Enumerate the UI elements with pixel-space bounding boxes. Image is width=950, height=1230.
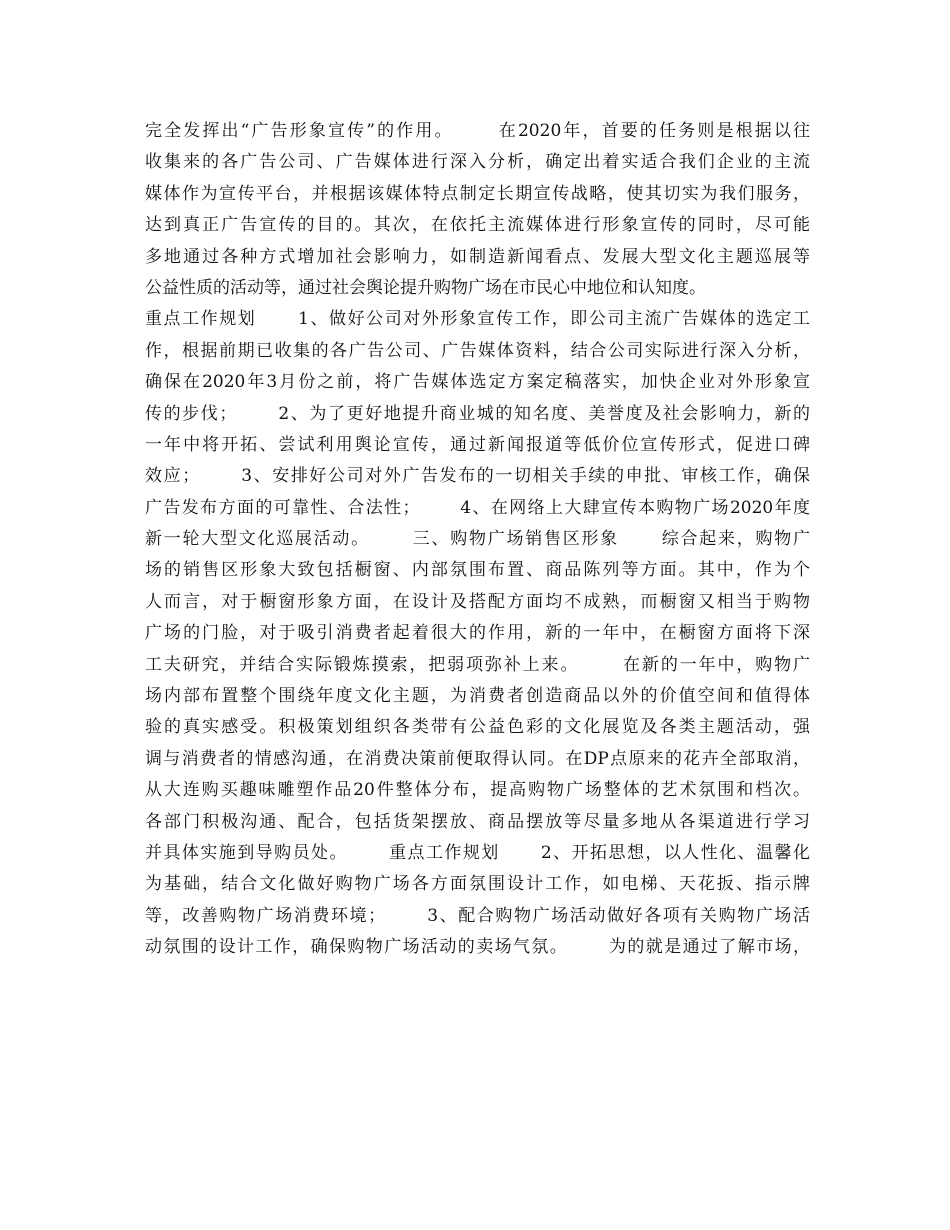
text-line: 人而言，对于橱窗形象方面，在设计及搭配方面均不成熟，而橱窗又相当于购物	[145, 591, 810, 612]
text-line: 多地通过各种方式增加社会影响力，如制造新闻看点、发展大型文化主题巡展等	[145, 246, 810, 267]
text-line: 作，根据前期已收集的各广告公司、广告媒体资料，结合公司实际进行深入分析，	[145, 340, 810, 361]
text-line: 传的步伐； 2、为了更好地提升商业城的知名度、美誉度及社会影响力，新的	[145, 403, 810, 424]
text-line: 场的销售区形象大致包括橱窗、内部氛围布置、商品陈列等方面。其中，作为个	[145, 560, 810, 581]
text-line: 从大连购买趣味雕塑作品20件整体分布，提高购物广场整体的艺术氛围和档次。	[145, 780, 810, 801]
text-line: 验的真实感受。积极策划组织各类带有公益色彩的文化展览及各类主题活动，强	[145, 717, 810, 738]
text-line: 调与消费者的情感沟通，在消费决策前便取得认同。在DP点原来的花卉全部取消，	[145, 748, 810, 769]
text-line: 完全发挥出“广告形象宣传”的作用。 在2020年，首要的任务则是根据以往	[145, 121, 810, 141]
text-line: 各部门积极沟通、配合，包括货架摆放、商品摆放等尽量多地从各渠道进行学习	[145, 811, 810, 832]
text-line: 新一轮大型文化巡展活动。 三、购物广场销售区形象 综合起来，购物广	[145, 529, 810, 550]
text-line: 达到真正广告宣传的目的。其次，在依托主流媒体进行形象宣传的同时，尽可能	[145, 215, 810, 236]
text-line: 广场的门脸，对于吸引消费者起着很大的作用，新的一年中，在橱窗方面将下深	[145, 623, 810, 644]
text-line: 等，改善购物广场消费环境； 3、配合购物广场活动做好各项有关购物广场活	[145, 905, 810, 926]
text-line: 为基础，结合文化做好购物广场各方面氛围设计工作，如电梯、天花扳、指示牌	[145, 874, 810, 895]
text-line: 一年中将开拓、尝试利用舆论宣传，通过新闻报道等低价位宣传形式，促进口碑	[145, 434, 810, 455]
text-line: 并具体实施到导购员处。 重点工作规划 2、开拓思想，以人性化、温馨化	[145, 842, 810, 863]
text-line: 确保在2020年3月份之前，将广告媒体选定方案定稿落实，加快企业对外形象宣	[145, 372, 810, 393]
text-line: 重点工作规划 1、做好公司对外形象宣传工作，即公司主流广告媒体的选定工	[145, 309, 810, 330]
text-line: 收集来的各广告公司、广告媒体进行深入分析，确定出着实适合我们企业的主流	[145, 152, 810, 173]
text-line: 媒体作为宣传平台，并根据该媒体特点制定长期宣传战略，使其切实为我们服务，	[145, 183, 810, 204]
text-line: 工夫研究，并结合实际锻炼摸索，把弱项弥补上来。 在新的一年中，购物广	[145, 654, 810, 675]
text-line: 动氛围的设计工作，确保购物广场活动的卖场气氛。 为的就是通过了解市场，	[145, 937, 810, 958]
text-line: 广告发布方面的可靠性、合法性； 4、在网络上大肆宣传本购物广场2020年度	[145, 497, 810, 518]
text-line: 效应； 3、安排好公司对外广告发布的一切相关手续的申批、审核工作，确保	[145, 466, 810, 487]
text-line: 场内部布置整个围绕年度文化主题，为消费者创造商品以外的价值空间和值得体	[145, 686, 810, 707]
body-text	[145, 116, 810, 964]
text-line: 公益性质的活动等，通过社会舆论提升购物广场在市民心中地位和认知度。	[145, 277, 706, 298]
